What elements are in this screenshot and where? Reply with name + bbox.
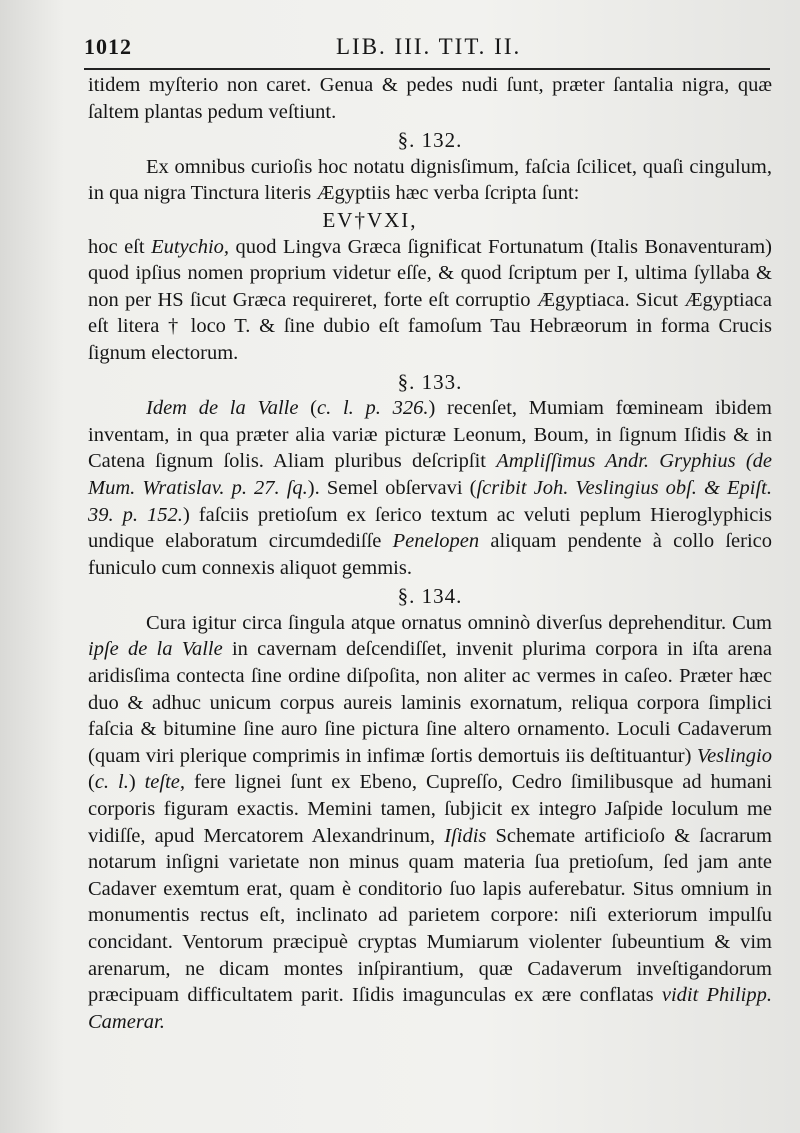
section-heading-132: §. 132. xyxy=(397,128,463,153)
page-number: 1012 xyxy=(84,34,132,59)
italic-run: Eutychio, xyxy=(151,235,230,258)
text-run: ). Semel obſervavi ( xyxy=(307,476,477,499)
text-run: itidem myſterio non caret. Genua & pedes nudi ſunt, præter ſantalia nigra, quæ ſaltem plantas pedum veſtiunt. xyxy=(88,74,772,123)
page-header xyxy=(84,34,774,64)
text-run: Cura igitur circa ſingula atque ornatus omninò diverſus deprehenditur. Cum xyxy=(146,611,772,634)
body-text xyxy=(88,72,772,1035)
egyptian-inscription: EV†VXI, xyxy=(322,207,418,232)
italic-run: teſte, xyxy=(144,771,186,794)
italic-run: vidit Philipp. Camerar. xyxy=(88,984,772,1033)
text-run: fere lignei ſunt ex Ebeno, Cupreſſo, Cedro ſimilibusque ad humani corporis figuram exactis. Memini tamen, ſubjicit ex integro Jaſpide loculum me vidiſſe, apud Mercatorem Alexandrinum, xyxy=(88,771,773,847)
paragraph-134 xyxy=(88,610,772,1036)
italic-run: Idem de la Valle xyxy=(146,397,299,420)
paragraph-133 xyxy=(88,395,772,581)
text-run: ( xyxy=(298,397,318,420)
italic-run: c. l. p. 326. xyxy=(317,397,429,420)
text-run: Ex omnibus curioſis hoc notatu dignisſimum, faſcia ſcilicet, quaſi cingulum, in qua nigra Tinctura literis Ægyptiis hæc verba ſcripta ſunt: xyxy=(88,155,772,205)
italic-run: ipſe de la Valle xyxy=(88,638,223,661)
text-run: Schemate artificioſo & ſacrarum notarum inſigni varietate non minus quam materia ſua pretioſum, ſed jam ante Cadaver exemtum erat, quam è conditorio ſuo lapis auferebatur. Situs omnium in monumentis rectus eſt, inclinato ad parietem corpore: niſi exteriorum impulſu concidant. Ventorum præcipuè cryptas Mumiarum violenter ſubeuntium & vim arenarum, ne dicam montes inſpirantium, quæ Cadaverum inveſtigandorum præcipuam difficultatem parit. Iſidis imagunculas ex ære conflatas xyxy=(88,824,772,1007)
paragraph-eutychio xyxy=(88,234,772,367)
running-title: LIB. III. TIT. II. xyxy=(336,34,522,59)
text-run: quod Lingva Græca ſignificat Fortunatum (Italis Bonaventuram) quod ipſius nomen proprium videtur eſſe, & quod ſcriptum per I, ultima ſyllaba & non per HS ſicut Græca requireret, forte eſt corruptio Ægyptiaca. Sicut Ægyptiaca eſt litera † loco T. & ſine dubio eſt famoſum Tau Hebræorum in forma Crucis ſignum electorum. xyxy=(88,235,772,364)
paragraph-132 xyxy=(88,154,772,207)
text-run: aliquam pendente à collo ſerico funiculo cum connexis aliquot gemmis. xyxy=(88,530,772,579)
italic-run: Iſidis xyxy=(444,824,487,847)
italic-run: Veslingio xyxy=(696,744,772,767)
italic-run: ſcribit Joh. Veslingius obſ. & Epiſt. 39. p. 152. xyxy=(88,476,772,526)
text-run: ) recenſet, Mumiam fœmineam ibidem inventam, in qua præter alia variæ picturæ Leonum, Boum, in ſignum Iſidis & in Catena ſignum ſolis. Aliam pluribus deſcripſit xyxy=(88,397,772,473)
header-rule xyxy=(84,68,770,70)
italic-run: c. l. xyxy=(94,771,129,794)
section-heading-133: §. 133. xyxy=(397,369,463,394)
text-run: hoc eſt xyxy=(88,235,152,258)
text-run: ) faſciis pretioſum ex ſerico textum ac veluti peplum Hieroglyphicis undique elaboratum circumdediſſe xyxy=(88,503,772,553)
italic-run: Ampliſſimus Andr. Gryphius (de Mum. Wratislav. p. 27. ſq. xyxy=(88,450,772,499)
paragraph-continuation xyxy=(88,72,772,125)
text-run: ( xyxy=(88,771,95,794)
text-run: in cavernam deſcendiſſet, invenit plurima corpora in iſta arena aridisſima contecta ſine ordine diſpoſita, non aliter ac vermes in caſeo. Præter hæc duo & adhuc unicum corpus aureis laminis exornatum, reliqua corpora ſimplici faſcia & bitumine ſine auro ſine pictura ſine altero ornamento. Loculi Cadaverum (quam viri plerique comprimis in infimæ ſortis demortuis iis deſtituantur) xyxy=(88,638,772,767)
italic-run: Penelopen xyxy=(392,530,480,553)
section-heading-134: §. 134. xyxy=(397,584,463,609)
text-run: ) xyxy=(128,771,145,794)
